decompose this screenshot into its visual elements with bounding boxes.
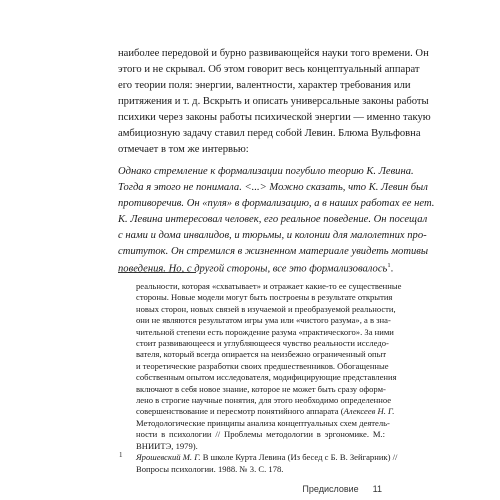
footnote-line: [136, 407, 394, 416]
footnote-line: чительной степени есть порождение разума «практического». За ними: [136, 326, 394, 337]
paragraph-line: его теории поля: энергии, валентности, характер требования или: [118, 80, 411, 91]
paragraph-line: амбициозную задачу ставил перед собой Левин. Блюма Вульфовна: [118, 128, 421, 139]
running-footer-section: Предисловие: [302, 484, 359, 494]
footnote-line: ности в психологии // Проблемы методологии в эргономике. М.:: [136, 429, 385, 440]
quote-line: Тогда я этого не понимала. <...> Можно сказать, что К. Левин был: [118, 182, 428, 193]
quote-end: .: [390, 263, 394, 275]
footnote-line: и теоретические разработки своих предшественников. Обогащенные: [136, 360, 389, 371]
footnote-line: стороны. Новые модели могут быть построены в результате открытия: [136, 292, 393, 303]
footnote-line: [136, 453, 397, 462]
footnote-line: ВНИИТЭ, 1979).: [136, 440, 198, 451]
paragraph-line: этого и не скрывал. Об этом говорит весь концептуальный аппарат: [118, 64, 420, 75]
quote-line: противоречив. Он «пуля» в формализацию, а в наших работах ее нет.: [118, 198, 435, 209]
page-footer: [302, 484, 382, 494]
footnote-line: собственным опытом исследователя, модифицирующие представления: [136, 372, 397, 383]
quote-line: [118, 263, 393, 275]
paragraph-line: притяжения и т. д. Вскрыть и описать универсальные законы работы: [118, 96, 429, 107]
footnote-text: В школе Курта Левина (Из бесед с Б. В. Зейгарник) //: [202, 452, 398, 462]
quote-line: ституток. Он стремился в жизненном материале увидеть мотивы: [118, 246, 429, 257]
footnote-line: включают в себя новое знание, которое не может быть сразу оформ-: [136, 383, 386, 394]
paragraph-line: психики через законы работы психической энергии — именно такую: [118, 112, 431, 123]
quote-text: поведения. Но, с другой стороны, все это формализовалось: [118, 263, 388, 275]
footnote-line: лено в строгие научные понятия, для этого необходимо определенное: [136, 395, 392, 405]
footnote-line: стоит развивающееся и углубляющееся чувство реальности исследо-: [136, 338, 389, 348]
page-number: 11: [372, 484, 382, 494]
footnote-line: Вопросы психологии. 1988. № 3. С. 178.: [136, 464, 284, 474]
footnote-text: совершенствование и пересмотр понятийного аппарата (: [136, 406, 344, 417]
footnote-line: новых сторон, новых связей в изучаемой и преобразуемой реальности,: [136, 303, 396, 314]
footnote-line: реальности, которая «схватывает» и отражает какие-то ее существенные: [136, 281, 402, 291]
footnote-divider: [118, 272, 196, 273]
paragraph-line: наиболее передовой и бурно развивающейся науки того времени. Он: [118, 48, 429, 59]
footnote-marker: 1: [387, 262, 391, 269]
quote-line: Однако стремление к формализации погубило теорию К. Левина.: [118, 166, 414, 177]
footnote-number: 1: [119, 451, 123, 459]
footnote-line: вателя, который всегда опирается на неизбежно ограниченный опыт: [136, 349, 387, 360]
footnote-line: они не являются результатом игры ума или «чистого разума», а в зна-: [136, 315, 391, 326]
footnote-author: Алексеев Н. Г.: [343, 406, 395, 417]
quote-line: К. Левина интересовал человек, его реальное поведение. Он посещал: [118, 214, 428, 225]
footnote-line: Методологические принципы анализа концептуальных схем деятель-: [136, 417, 390, 428]
footnote-author: Ярошевский М. Г.: [136, 452, 203, 462]
paragraph-line: отмечает в том же интервью:: [118, 144, 249, 155]
quote-line: с нами и дома инвалидов, и тюрьмы, и колонии для малолетних про-: [118, 230, 427, 241]
